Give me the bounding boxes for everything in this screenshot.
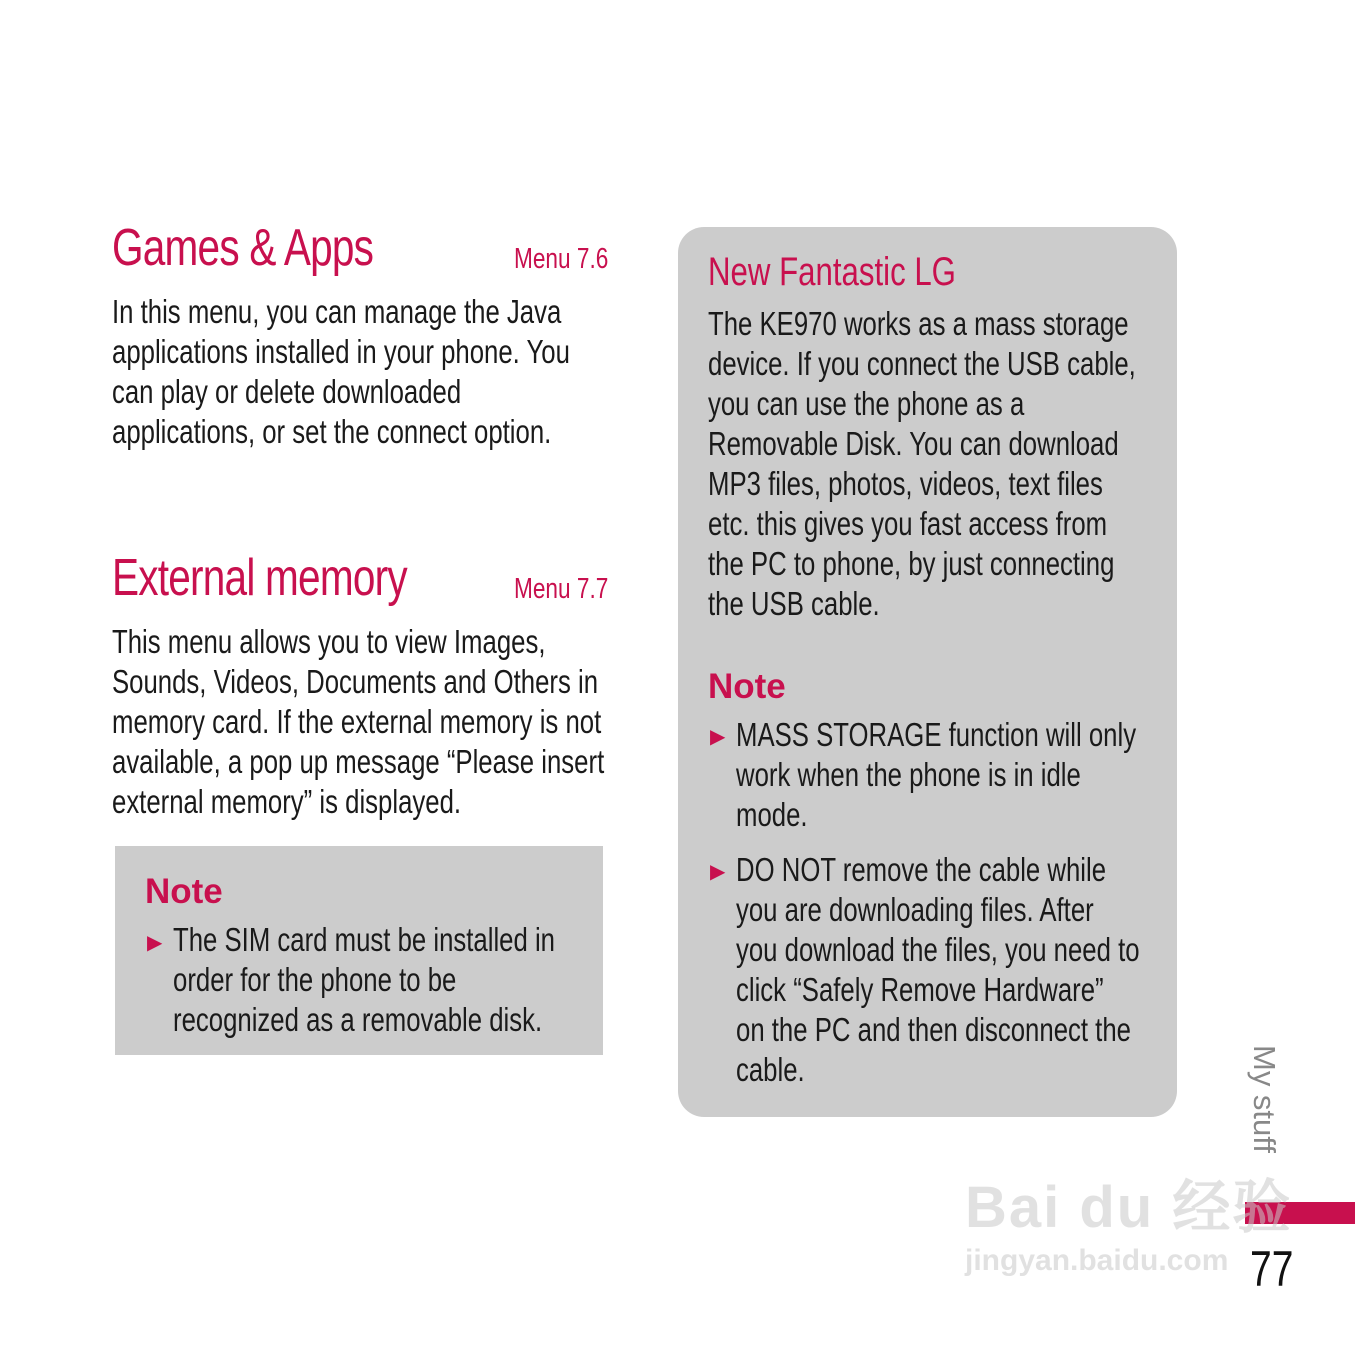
text-line: you are downloading files. After xyxy=(736,891,1094,928)
fantastic-description xyxy=(708,304,1136,624)
text-line: applications, or set the connect option. xyxy=(112,413,552,450)
text-line: the PC to phone, by just connecting xyxy=(708,545,1115,582)
text-line: DO NOT remove the cable while xyxy=(736,851,1107,888)
text-line: The KE970 works as a mass storage xyxy=(708,305,1129,342)
watermark-logo: Bai du 经验 xyxy=(965,1175,1293,1240)
text-line: order for the phone to be xyxy=(173,961,457,998)
watermark-url: jingyan.baidu.com xyxy=(965,1244,1229,1277)
text-line: MP3 files, photos, videos, text files xyxy=(708,465,1103,502)
text-line: Removable Disk. You can download xyxy=(708,425,1119,462)
text-line: recognized as a removable disk. xyxy=(173,1001,543,1038)
text-line: This menu allows you to view Images, xyxy=(112,623,546,660)
text-line: you can use the phone as a xyxy=(708,385,1025,422)
text-line: external memory” is displayed. xyxy=(112,783,462,820)
bullet-icon: ▶ xyxy=(710,726,726,748)
text-line: can play or delete downloaded xyxy=(112,373,462,410)
text-line: The SIM card must be installed in xyxy=(173,921,555,958)
games-menu-number: Menu 7.6 xyxy=(514,243,609,275)
fantastic-heading: New Fantastic LG xyxy=(708,250,956,294)
external-memory-heading: External memory xyxy=(112,549,407,607)
text-line: on the PC and then disconnect the xyxy=(736,1011,1131,1048)
new-fantastic-lg-box xyxy=(678,227,1177,1117)
text-line: MASS STORAGE function will only xyxy=(736,716,1137,753)
text-line: device. If you connect the USB cable, xyxy=(708,345,1136,382)
baidu-watermark xyxy=(965,1160,1292,1278)
external-description xyxy=(112,622,604,822)
note-item xyxy=(736,715,1136,835)
games-description xyxy=(112,292,570,452)
text-line: click “Safely Remove Hardware” xyxy=(736,971,1104,1008)
note-text xyxy=(173,920,555,1040)
text-line: you download the files, you need to xyxy=(736,931,1140,968)
text-line: mode. xyxy=(736,796,808,833)
text-line: memory card. If the external memory is not xyxy=(112,703,602,740)
text-line: applications installed in your phone. You xyxy=(112,333,570,370)
text-line: cable. xyxy=(736,1051,805,1088)
text-line: the USB cable. xyxy=(708,585,880,622)
external-menu-number: Menu 7.7 xyxy=(514,573,609,605)
section-tab-label: My stuff xyxy=(1247,1045,1282,1153)
page-number: 77 xyxy=(1250,1241,1294,1297)
note-heading: Note xyxy=(145,872,223,911)
note-item xyxy=(736,850,1140,1090)
text-line: In this menu, you can manage the Java xyxy=(112,293,562,330)
note-heading: Note xyxy=(708,667,786,706)
text-line: Sounds, Videos, Documents and Others in xyxy=(112,663,599,700)
bullet-icon: ▶ xyxy=(147,932,163,954)
text-line: available, a pop up message “Please insert xyxy=(112,743,605,780)
bullet-icon: ▶ xyxy=(710,861,726,883)
text-line: etc. this gives you fast access from xyxy=(708,505,1108,542)
text-line: work when the phone is in idle xyxy=(736,756,1081,793)
sim-note-box xyxy=(115,846,603,1055)
games-apps-heading: Games & Apps xyxy=(112,219,374,277)
